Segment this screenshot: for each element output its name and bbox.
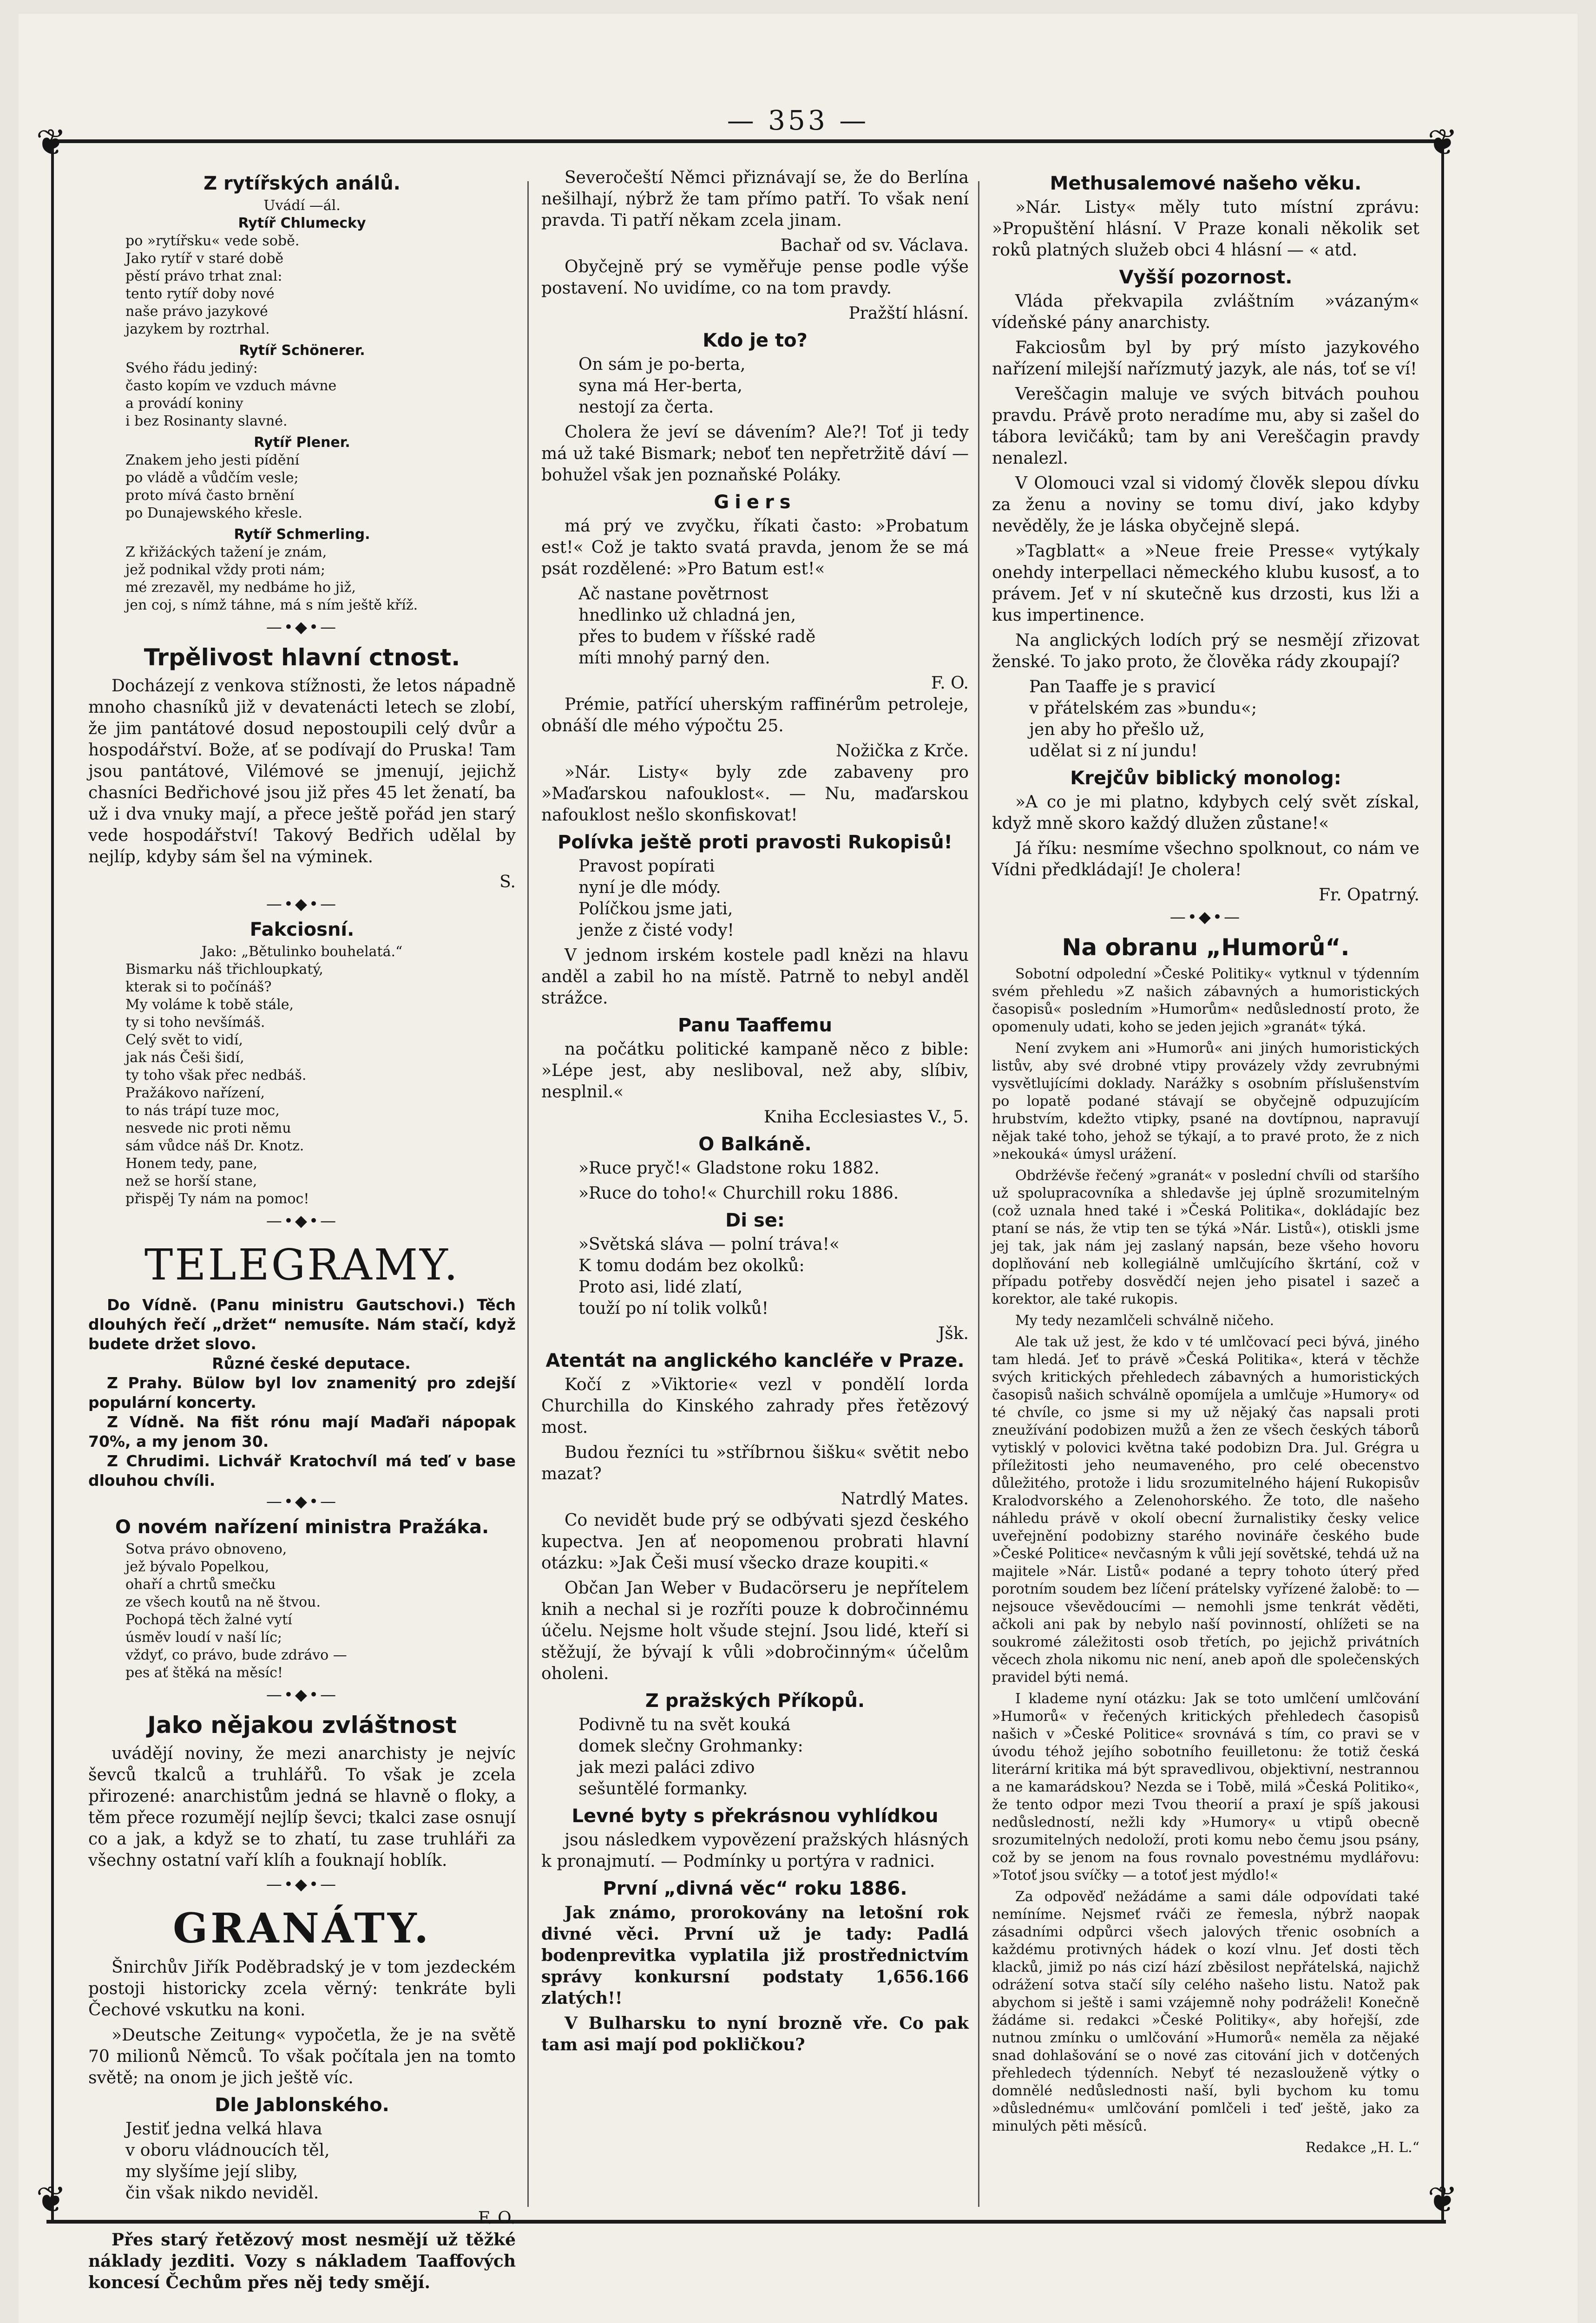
article-text: »A co je mi platno, kdybych celý svět získal, když mně skoro každý dlužen zůstane!«	[992, 793, 1419, 833]
article-title: Z rytířských análů.	[204, 173, 401, 194]
article-text: V Bulharsku to nyní brozně vře. Co pak tam asi mají pod pokličkou?	[541, 2014, 969, 2054]
article-text: Za odpověď nežádáme a sami dále odpovídati také nemíníme. Nejsmeť rváči ze řemesla, nýbrž naopak zásadními odpůrci všech jalových třenic osobních a každému protivných hádek o kozí vlnu. Jeť dosti těch klacků, jimiž po nás cizí hází zběsilost nepřátelská, najichž odrážení sotva stačí síly celého našeho listu. Natož pak abychom si ještě i sami vzájemně nohy podráželi! Konečně žádáme si. redakci »České Politiky«, aby hořejší, zde nutnou zmínku o umlčování »Humorů« neměla za nějaké snad dohlašování se o nové zas citování jich v dotčených přehledech týdenních. Nebyť té nezaslouženě výtky o domnělé nedůslednosti naší, byli bychom ku tomu »důslednému« umlčování pomlčeli i teď ještě, jako za minulých pěti měsíců.	[992, 1889, 1419, 2134]
article-title: Jako nějakou zvláštnost	[147, 1712, 457, 1739]
separator-ornament: —•◆•—	[266, 1492, 338, 1511]
article-text: jsou následkem vypovězení pražských hlásných k pronajmutí. — Podmínky u portýra v radnici.	[541, 1831, 969, 1871]
article-text: Sobotní odpolední »České Politiky« vytknul v týdenním svém přehledu »Z našich zábavných a humoristických časopisů« posledním »Humorům« nedůsledností proto, že opomenuly udati, koho se jeden jejich »granát« týká.	[992, 966, 1419, 1035]
article-signature: Jšk.	[938, 1324, 969, 1343]
article-text: »Tagblatt« a »Neue freie Presse« vytýkaly onehdy interpellaci německého klubu kusosť, a to právem. Jeť v ní skutečně kus drzosti, kus lži a kus impertinence.	[992, 542, 1419, 625]
telegram-item: Z Chrudimi. Lichvář Kratochvíl má teď v base dlouhou chvíli.	[88, 1452, 516, 1490]
article-text: Vláda překvapila zvláštním »vázaným« vídeňské pány anarchisty.	[992, 292, 1419, 332]
article-text: Jak známo, prorokovány na letošní rok divné věci. První už je tady: Padlá bodenprevitka vyplatila již prostřednictvím správy konkursní podstaty 1,656.166 zlatých!!	[541, 1903, 969, 2008]
article-text: »Nár. Listy« měly tuto místní zprávu: »Propuštění hlásní. V Praze konali několik set roků platných služeb obci 4 hlásní — « atd.	[992, 198, 1419, 260]
separator-ornament: —•◆•—	[1169, 908, 1242, 926]
article-signature: Redakce „H. L.“	[1305, 2139, 1419, 2156]
article-text: na počátku politické kampaně něco z bible: »Lépe jest, aby nesliboval, než aby, slíbiv, nesplnil.«	[541, 1040, 969, 1102]
frame-right-border	[1441, 139, 1444, 2220]
article-text: Na anglických lodích prý se nesmějí zřizovat ženské. To jako proto, že člověka rády zkoupají?	[992, 631, 1419, 671]
verse: Znakem jeho jesti pídění po vládě a vůdčím vesle; proto mívá často brnění po Dunajewského křesle.	[125, 452, 302, 521]
article-title: Methusalemové našeho věku.	[1050, 173, 1362, 194]
verse: Z křižáckých tažení je znám, jež podnikal vždy proti nám; mé zrezavěl, my nedbáme ho již, jen coj, s nímž táhne, má s ním ještě kříž.	[125, 544, 418, 613]
quote-line: »Ruce do toho!« Churchill roku 1886.	[578, 1184, 899, 1203]
article-text: Vereščagin maluje ve svých bitvách pouhou pravdu. Právě proto neradíme mu, aby si zašel do tábora levičáků; tam by ani Vereščagin pravdy nenalezl.	[992, 385, 1419, 468]
verse: Jestiť jedna velká hlava v oboru vládnoucích těl, my slyšíme její sliby, čin však nikdo neviděl.	[125, 2120, 330, 2203]
article-text: Kočí z »Viktorie« vezl v pondělí lorda Churchilla do Kinského zahrady přes řetězový most.	[541, 1375, 969, 1437]
column-3	[992, 167, 1419, 2202]
page-number: — 353 —	[727, 105, 869, 136]
article-text: Fakciosům byl by prý místo jazykového nařízení milejší nařízmutý jazyk, ale nás, toť se ví!	[992, 338, 1419, 379]
article-title: První „divná věc“ roku 1886.	[603, 1878, 907, 1899]
verse: Svého řádu jediný: často kopím ve vzduch mávne a provádí koniny i bez Rosinanty slavné.	[125, 360, 337, 429]
article-text: V jednom irském kostele padl knězi na hlavu anděl a zabil ho na místě. Patrně to nebyl anděl strážce.	[541, 946, 969, 1008]
verse: Sotva právo obnoveno, jež bývalo Popelkou, ohaří a chrtů smečku ze všech koutů na ně štvou. Pochopá těch žalné vytí úsměv loudí v naší líc; vždyť, co právo, bude zdrávo — pes ať štěká na měsíc!	[125, 1541, 347, 1681]
corner-ornament-icon: ❦	[36, 122, 66, 164]
verse-heading: Rytíř Schmerling.	[234, 526, 370, 543]
article-text: Cholera že jeví se dávením? Ale?! Toť ji tedy má už také Bismark; neboť ten nepřetržitě dáví — bohužel však jen poznaňské Poláky.	[541, 423, 969, 485]
article-text: Přes starý řetězový most nesmějí už těžké náklady jezditi. Vozy s nákladem Taaffových koncesí Čechům přes něj tedy smějí.	[88, 2230, 516, 2292]
column-2	[541, 167, 969, 2202]
article-title: Z pražských Příkopů.	[645, 1690, 865, 1712]
article-title: Di se:	[725, 1210, 785, 1231]
article-text: má prý ve zvyčku, říkati často: »Probatum est!« Což je takto svatá pravda, jenom že se má psát rozdělené: »Pro Batum est!«	[541, 517, 969, 578]
section-title-telegramy: TELEGRAMY.	[144, 1240, 460, 1290]
article-text: Docházejí z venkova stížnosti, že letos nápadně mnoho chasníků již v devatenácti letech se zlobí, že jim pantátové dosud nepostoupili celý dvůr a hospodářství. Bože, ať se podívají do Pruska! Tam jsou pantátové, Vilémové se jmenují, jejichž chasníci Bedřichové jsou již přes 45 let ženatí, ba už i dva vnuky mají, a přece ještě pořád jen starý vede hospodářství! Takový Bedřich udělal by nejlíp, kdyby sám šel na výminek.	[88, 676, 516, 866]
corner-ornament-icon: ❦	[1427, 122, 1458, 164]
separator-ornament: —•◆•—	[266, 618, 338, 637]
column-rule	[978, 181, 979, 2207]
article-text: Obyčejně prý se vyměřuje pense podle výše postavení. No uvidíme, co na tom pravdy.	[541, 257, 969, 298]
article-title: Levné byty s překrásnou vyhlídkou	[571, 1805, 939, 1827]
article-title: Polívka ještě proti pravosti Rukopisů!	[558, 832, 952, 853]
article-title: O novém nařízení ministra Pražáka.	[115, 1516, 489, 1538]
article-signature: S.	[499, 873, 516, 892]
article-text: »Nár. Listy« byly zde zabaveny pro »Maďarskou nafouklost«. — Nu, maďarskou nafouklost nešlo skonfiskovat!	[541, 763, 969, 825]
article-text: Ale tak už jest, že kdo v té umlčovací peci bývá, jiného tam hledá. Jeť to právě »Česká Politika«, která v těchže svých kritických přehledech zábavných a humoristických časopisů našich schválně opomíjela a umlčuje »Humory« od té chvíle, co jsme si my už nějaký čas napsali proti zneužívání podobizen mužů a žen ze všech českých táborů vytisklý v polovici května také podobizn Dra. Jul. Grégra u příležitosti jeho neumaveného, pro celé obecenstvo důležitého, protože i lidu srozumitelného hájení Rukopisův Kralodvorského a Zelenohorského. Že toto, dle našeho náhledu právě v okolí obecní žurnalistiky česky velice uveřejnění podobizny starého novináře českého bude »České Politice« nevčasným k vůli její sovětské, tehdá už na majitele »Nár. Listů« podané a tepry tohoto úterý před porotním soudem bez líčení prátelsky vyřízené žalobě: to — nejsouce vševědoucími — nemohli jsme tenkrát věděti, ačkoli ani pak by nebylo naší povinností, ohlížeti se na soukromé záležitosti osob třetích, po jejichž privátních věcech zhola nikomu nic není, aneb apoň dle společenských pravidel býti nemá.	[992, 1334, 1419, 1686]
separator-ornament: —•◆•—	[266, 895, 338, 913]
article-signature: F. O.	[478, 2209, 516, 2228]
article-text: Občan Jan Weber v Budacörseru je nepřítelem knih a nechal si je rozříti pouze k dobročinnému účelu. Nejsme holt všude stejní. Jsou lidé, kteří si stěžují, že bývají k vůli »dobročinným« účelům oholeni.	[541, 1579, 969, 1683]
verse: »Světská sláva — polní tráva!« K tomu dodám bez okolků: Proto asi, lidé zlatí, touží po ní tolik volků!	[578, 1235, 840, 1318]
article-title: Fakciosní.	[250, 919, 355, 940]
verse-heading: Rytíř Plener.	[254, 434, 350, 451]
frame-left-border	[51, 139, 54, 2220]
verse: Bismarku náš třichloupkatý, kterak si to počínáš? My voláme k tobě stále, ty si toho nevšímáš. Celý svět to vidí, jak nás Češi šidí, ty toho však přec nedbáš. Pražákovo nařízení, to nás trápí tuze moc, nesvede nic proti němu sám vůdce náš Dr. Knotz. Honem tedy, pane, než se horší stane, přispěj Ty nám na pomoc!	[125, 961, 323, 1207]
article-title: Na obranu „Humorů“.	[1062, 934, 1350, 961]
article-title: Trpělivost hlavní ctnost.	[144, 644, 460, 671]
corner-ornament-icon: ❦	[1427, 2179, 1458, 2221]
article-title: Kdo je to?	[703, 330, 808, 351]
article-signature: Pražští hlásní.	[848, 304, 969, 323]
article-signature: Natrdlý Mates.	[841, 1490, 969, 1509]
article-title: Giers	[714, 492, 796, 513]
article-signature: Nožička z Krče.	[836, 742, 969, 761]
verse: Podivně tu na svět kouká domek slečny Grohmanky: jak mezi paláci zdivo sešuntělé formanky.	[578, 1715, 803, 1798]
telegram-item: Různé české deputace.	[212, 1354, 411, 1372]
verse-heading: Rytíř Chlumecky	[238, 215, 366, 231]
verse: Ač nastane povětrnost hnedlinko už chladná jen, přes to budem v říšské radě míti mnohý parný den.	[578, 584, 816, 668]
verse: Pan Taaffe je s pravicí v přátelském zas »bundu«; jen aby ho přešlo už, udělat si z ní jundu!	[1029, 677, 1257, 761]
quote-line: »Ruce pryč!« Gladstone roku 1882.	[578, 1159, 880, 1178]
article-text: Co nevidět bude prý se odbývati sjezd českého kupectva. Jen ať neopomenou probrati hlavní otázku: »Jak Češi musí všecko draze koupiti.«	[541, 1511, 969, 1573]
article-title: Dle Jablonského.	[215, 2094, 389, 2116]
article-title: O Balkáně.	[698, 1134, 812, 1155]
section-title-granaty: GRANÁTY.	[172, 1904, 432, 1952]
article-note: Jako: „Bětulinko bouhelatá.“	[201, 944, 403, 960]
article-text: Prémie, patřící uherským raffinérům petroleje, obnáší dle mého výpočtu 25.	[541, 695, 969, 735]
column-rule	[527, 181, 529, 2207]
article-text: Obdržévše řečený »granát« v poslední chvíli od staršího už spolupracovníka a shledavše jej úplně srozumitelným (což uznala hned také i »Česká Politika«, dokládajíc bez ptaní se nás, že vtip ten se týká »Nár. Listů«), otiskli jsme jej tak, jak nám jej zaslaný napsán, beze všeho hovoru doplňování neb kollegiálně umlčujícího škrtání, což v případu potřeby dosvědčí nejen jeho pisatel i sazeč a korektor, ale také rukopis.	[992, 1168, 1419, 1307]
telegram-item: Do Vídně. (Panu ministru Gautschovi.) Těch dlouhých řečí „držet“ nemusíte. Nám stačí, když budete držet slovo.	[88, 1296, 516, 1353]
article-signature: Bachař od sv. Václava.	[780, 236, 969, 255]
telegram-item: Z Vídně. Na fišt rónu mají Maďaři nápopak 70%, a my jenom 30.	[88, 1413, 516, 1450]
article-text: uvádějí noviny, že mezi anarchisty je nejvíc ševců tkalců a truhlářů. To však je zcela přirozené: anarchistům jedná se hlavně o floky, a těm přece rozumějí nejlíp ševci; tkalci zase osnují co a jak, a když se to zhatí, tu zase truhláři za všechny ostatní vaří klíh a fouknají hoblík.	[88, 1744, 516, 1870]
article-text: I klademe nyní otázku: Jak se toto umlčení umlčování »Humorů« v řečených kritických přehledech časopisů našich v »České Politice« srovnává s tím, co pravi se v úvodu téhož jejího sobotního feuilletonu: že totiž česká literární kritika má být spravedlivou, objektivní, nestrannou a ne kamarádskou? Nezda se i Tobě, milá »Česká Politiko«, že tento odpor mezi Tvou theorií a praxí je spíš jakousi nedůsledností, nežli kdy »Humory« u vtipů obecně srozumitelných nedoloží, proti komu nebo čemu jsou psány, což by se jenom na fous rovnalo povestnému mydlářovu: »Totoť jsou svíčky — a totoť jest mýdlo!«	[992, 1691, 1419, 1883]
article-text: V Olomouci vzal si vidomý člověk slepou dívku za ženu a noviny se tomu diví, jako kdyby nevěděly, že je láska obyčejně slepá.	[992, 474, 1419, 536]
separator-ornament: —•◆•—	[266, 1686, 338, 1704]
article-title: Atentát na anglického kancléře v Praze.	[545, 1350, 965, 1371]
article-text: Budou řezníci tu »stříbrnou šišku« světit nebo mazat?	[541, 1443, 969, 1483]
article-text: Šnirchův Jiřík Poděbradský je v tom jezdeckém postoji historicky zcela věrný: tenkráte byli Čechové vskutku na koni.	[88, 1958, 516, 2020]
article-title: Panu Taaffemu	[678, 1015, 832, 1036]
verse: Pravost popírati nyní je dle módy. Políčkou jsme jati, jenže z čisté vody!	[578, 857, 735, 940]
article-signature: F. O.	[931, 674, 969, 693]
article-text: Severočeští Němci přiznávají se, že do Berlína nešilhají, nýbrž že tam přímo patří. To však není pravda. Ti patří někam zcela jinam.	[541, 168, 969, 230]
separator-ornament: —•◆•—	[266, 1875, 338, 1894]
article-text: »Deutsche Zeitung« vypočetla, že je na světě 70 milionů Němců. To však počítala jen na tomto světě; na onom je jich ještě víc.	[88, 2026, 516, 2087]
article-text: Já říku: nesmíme všechno spolknout, co nám ve Vídni předkládají! Je cholera!	[992, 839, 1419, 879]
column-1	[88, 167, 516, 2292]
article-title: Krejčův biblický monolog:	[1070, 768, 1341, 789]
verse-heading: Rytíř Schönerer.	[239, 342, 365, 359]
article-title: Vyšší pozornost.	[1119, 267, 1293, 288]
telegram-item: Z Prahy. Bülow byl lov znamenitý pro zdejší populární koncerty.	[88, 1374, 516, 1411]
corner-ornament-icon: ❦	[36, 2179, 66, 2221]
separator-ornament: —•◆•—	[266, 1212, 338, 1230]
verse: On sám je po-berta, syna má Her-berta, nestojí za čerta.	[578, 355, 746, 417]
article-signature: Fr. Opatrný.	[1318, 886, 1419, 905]
article-text: My tedy nezamlčeli schválně ničeho.	[1015, 1312, 1274, 1329]
article-byline: Uvádí —ál.	[263, 197, 341, 214]
article-signature: Kniha Ecclesiastes V., 5.	[763, 1108, 969, 1127]
article-text: Není zvykem ani »Humorů« ani jiných humoristických listův, aby své drobné vtipy provázely vždy zevrubnými vysvětlujícími doklady. Narážky s osobním příslušenstvím po lopatě podané stávají se obyčejně odpuzujícím hrubstvím, kdežto vtipky, psané na dovtípnou, napravují nějak také toho, jehož se týkají, a to pravé proto, že z nich »nekouká« úmysl urážení.	[992, 1040, 1419, 1162]
verse: po »rytířsku« vede sobě. Jako rytíř v staré době pěstí právo trhat znal: tento rytíř doby nové naše právo jazykové jazykem by roztrhal.	[125, 233, 300, 337]
